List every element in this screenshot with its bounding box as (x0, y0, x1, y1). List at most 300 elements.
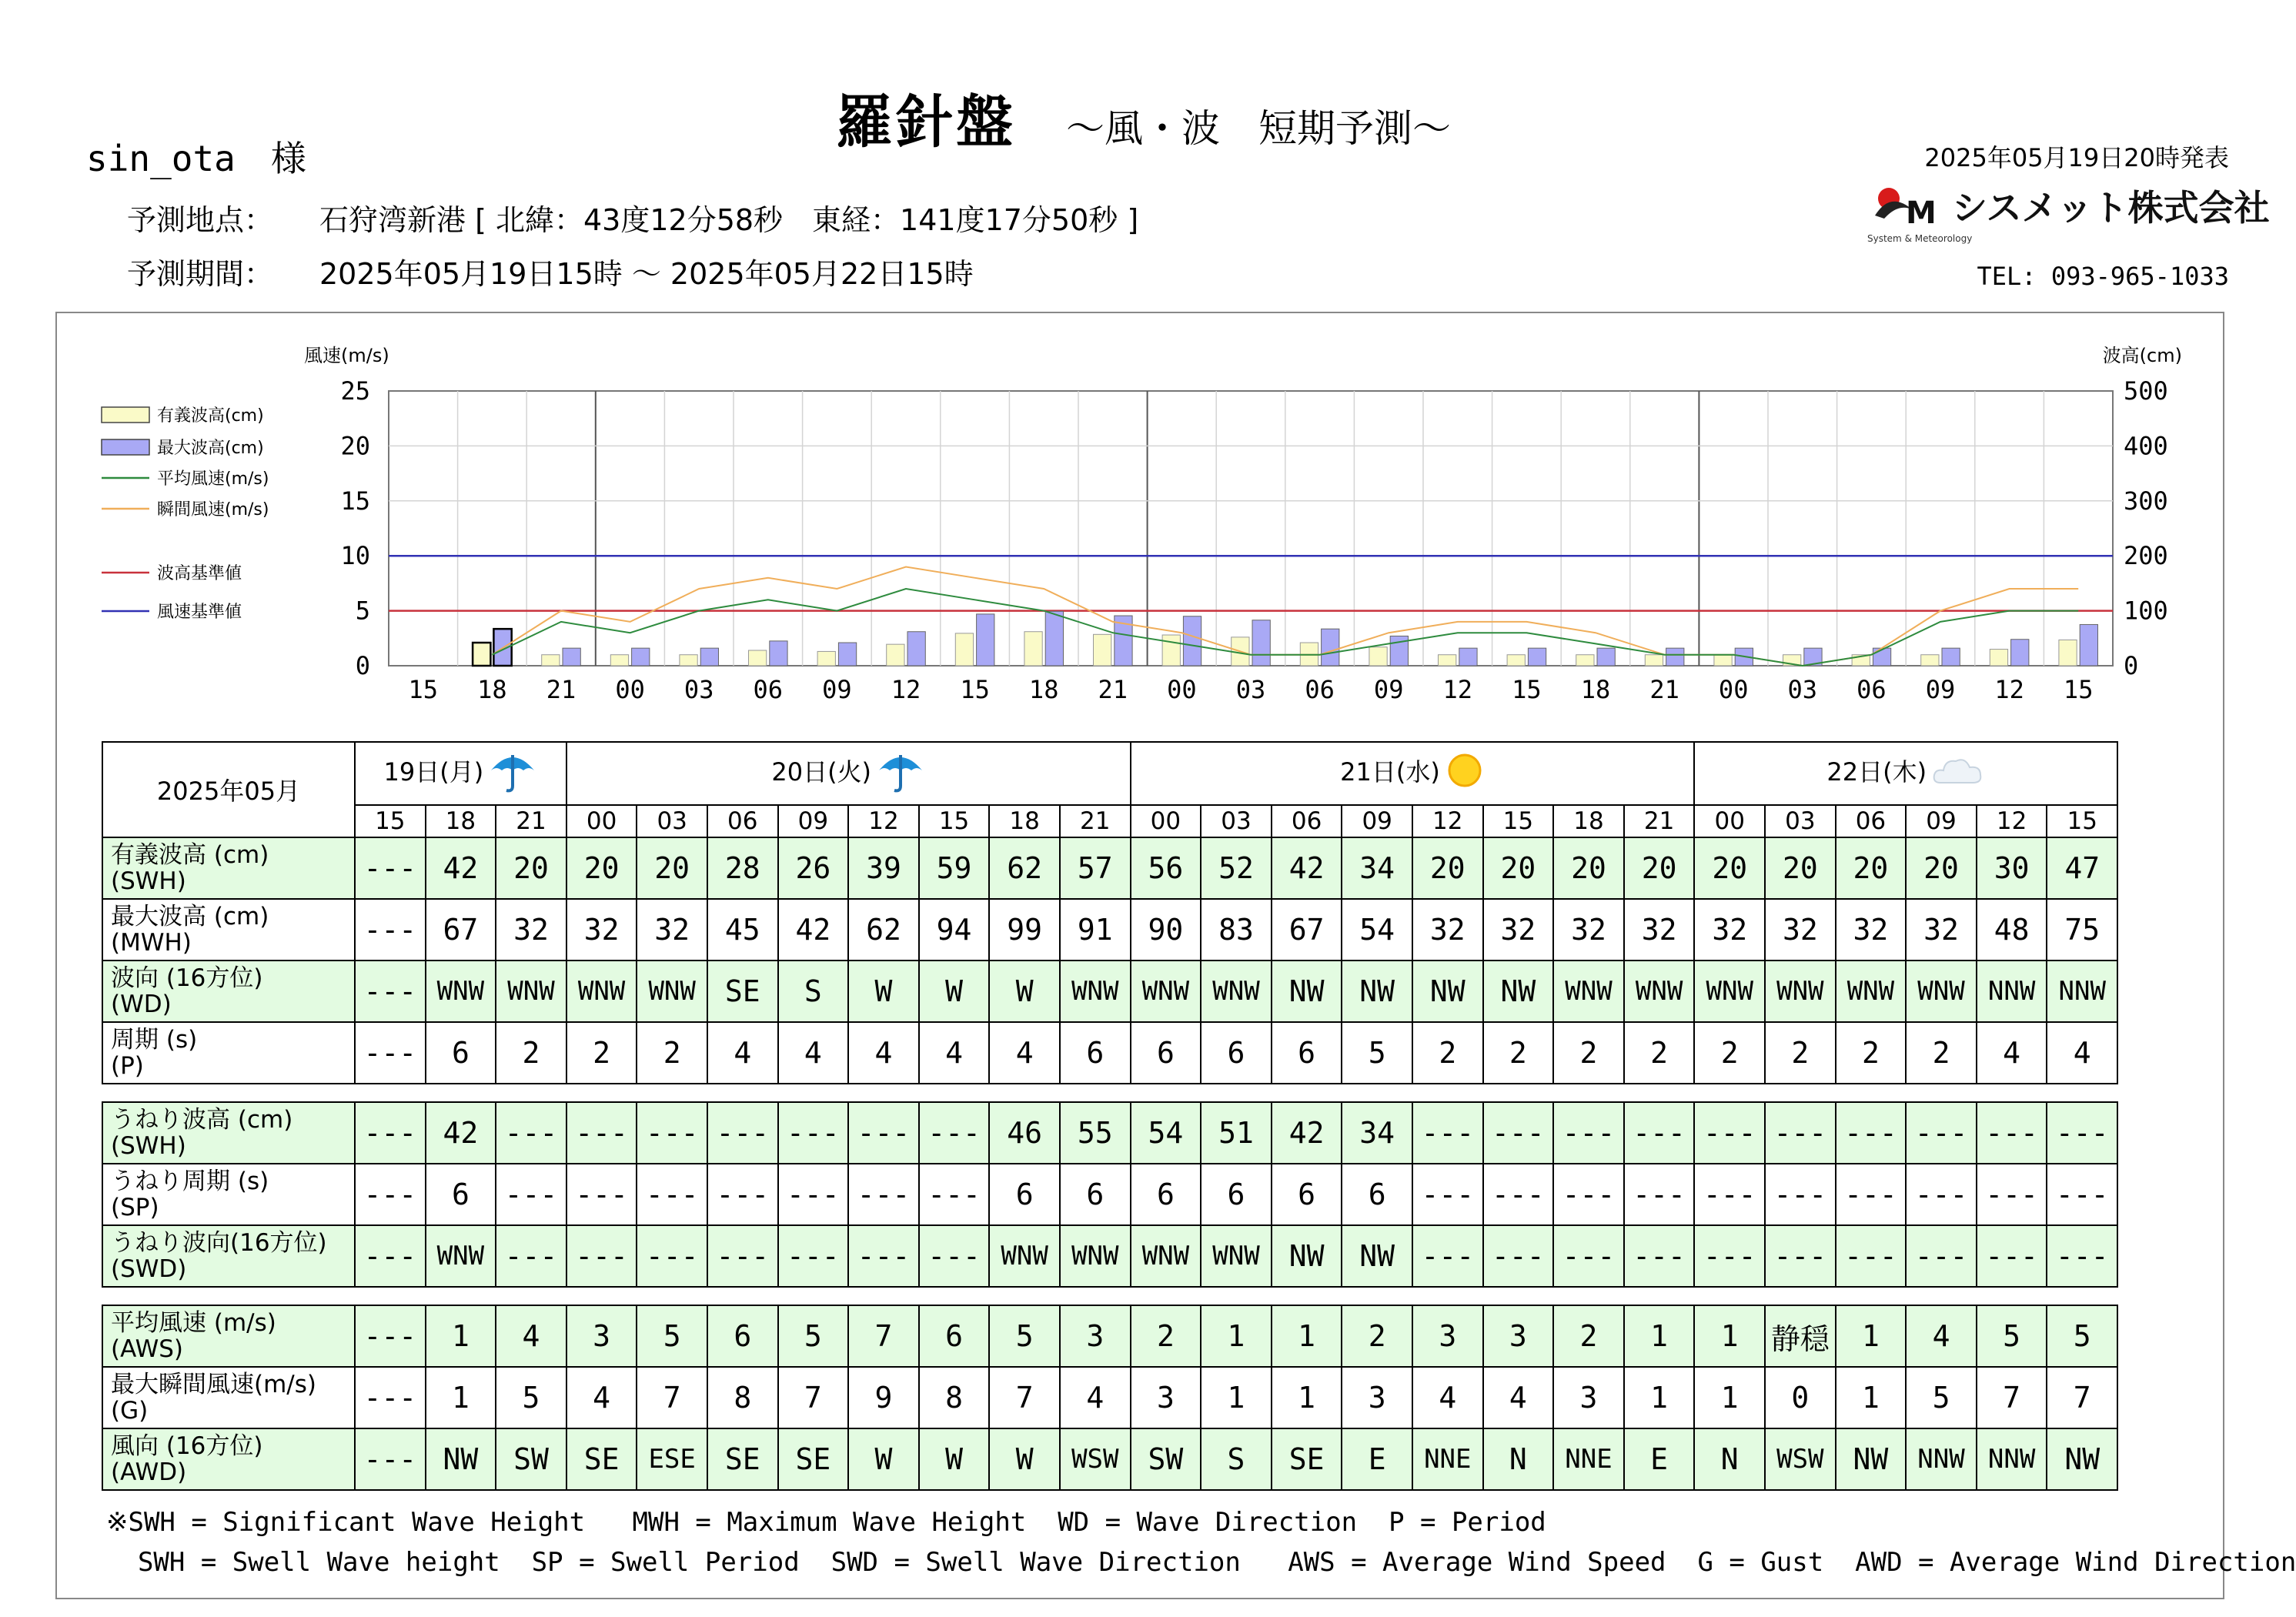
chart-x-tick: 06 (1305, 675, 1335, 704)
value-cell: NW (2047, 1428, 2117, 1490)
value-cell: 6 (1342, 1164, 1412, 1225)
value-cell: 6 (1272, 1022, 1342, 1084)
value-cell: WNW (1906, 961, 1977, 1022)
chart-x-tick: 12 (1442, 675, 1473, 704)
value-cell: E (1342, 1428, 1412, 1490)
value-cell: 9 (848, 1367, 919, 1428)
hour-cell: 12 (1412, 805, 1483, 837)
period-value: 2025年05月19日15時 ～ 2025年05月22日15時 (319, 257, 974, 291)
value-cell: --- (637, 1102, 707, 1164)
value-cell: 20 (1765, 837, 1836, 899)
chart-bar-swh (473, 643, 490, 666)
hour-cell: 09 (778, 805, 849, 837)
chart-left-tick: 5 (355, 596, 370, 626)
value-cell: 3 (1131, 1367, 1201, 1428)
hour-cell: 06 (1836, 805, 1907, 837)
value-cell: 1 (1201, 1305, 1272, 1367)
value-cell: --- (1906, 1164, 1977, 1225)
hour-cell: 00 (1131, 805, 1201, 837)
value-cell: WNW (496, 961, 566, 1022)
chart-bar-swh (1024, 632, 1042, 666)
value-cell: 1 (1201, 1367, 1272, 1428)
value-cell: 32 (566, 899, 637, 961)
value-cell: NW (426, 1428, 496, 1490)
chart-left-axis-label: 風速(m/s) (304, 345, 389, 366)
chart-bar-swh (1439, 655, 1456, 666)
value-cell: 4 (1483, 1367, 1554, 1428)
value-cell: --- (1412, 1102, 1483, 1164)
value-cell: --- (1977, 1164, 2047, 1225)
value-cell: 5 (778, 1305, 849, 1367)
value-cell: --- (1906, 1225, 1977, 1287)
value-cell: 6 (1201, 1022, 1272, 1084)
value-cell: 1 (1272, 1367, 1342, 1428)
day-header (1131, 742, 1695, 805)
row-label: うねり周期 (s) (SP) (102, 1164, 355, 1225)
value-cell: 2 (1624, 1022, 1695, 1084)
chart-bar-mwh (1183, 616, 1201, 666)
umbrella-icon (488, 747, 537, 793)
value-cell: 48 (1977, 899, 2047, 961)
value-cell: 42 (778, 899, 849, 961)
value-cell: 4 (707, 1022, 778, 1084)
value-cell: 2 (1553, 1305, 1624, 1367)
day-header (566, 742, 1131, 805)
value-cell: NNE (1412, 1428, 1483, 1490)
chart-bar-swh (955, 633, 973, 666)
chart-x-tick: 21 (1098, 675, 1128, 704)
value-cell: 静穏 (1765, 1305, 1836, 1367)
chart-x-tick: 09 (1925, 675, 1956, 704)
value-cell: NNW (1906, 1428, 1977, 1490)
value-cell: --- (1765, 1225, 1836, 1287)
value-cell: 45 (707, 899, 778, 961)
chart-bar-mwh (1459, 648, 1477, 666)
value-cell: 83 (1201, 899, 1272, 961)
value-cell: W (848, 961, 919, 1022)
chart-bar-swh (1576, 655, 1594, 666)
notes-line-1: ※SWH = Significant Wave Height MWH = Maximum Wave Height WD = Wave Direction P = Period (106, 1507, 1546, 1538)
value-cell: 5 (1342, 1022, 1412, 1084)
chart-bar-swh (1507, 655, 1525, 666)
hour-cell: 09 (1906, 805, 1977, 837)
table-row (102, 961, 2117, 1022)
value-cell: 7 (2047, 1367, 2117, 1428)
value-cell: --- (1694, 1225, 1765, 1287)
value-cell: 6 (919, 1305, 990, 1367)
value-cell: 5 (989, 1305, 1060, 1367)
chart-left-tick: 20 (340, 431, 370, 461)
value-cell: 54 (1342, 899, 1412, 961)
chart-bar-mwh (838, 643, 856, 666)
value-cell: --- (355, 1102, 426, 1164)
value-cell: 46 (989, 1102, 1060, 1164)
value-cell: 99 (989, 899, 1060, 961)
value-cell: WSW (1060, 1428, 1131, 1490)
value-cell: NW (1342, 1225, 1412, 1287)
chart-bar-swh (1645, 655, 1663, 666)
value-cell: --- (637, 1225, 707, 1287)
value-cell: 34 (1342, 1102, 1412, 1164)
value-cell: 32 (1836, 899, 1907, 961)
logo-company-name: シスメット株式会社 (1952, 187, 2270, 229)
chart-bar-swh (817, 651, 835, 666)
row-label: 周期 (s) (P) (102, 1022, 355, 1084)
hour-cell: 18 (989, 805, 1060, 837)
svg-text:M: M (1906, 195, 1937, 231)
value-cell: 1 (426, 1367, 496, 1428)
value-cell: 2 (1553, 1022, 1624, 1084)
hour-cell: 15 (355, 805, 426, 837)
value-cell: NNE (1553, 1428, 1624, 1490)
chart-bar-mwh (1528, 648, 1546, 666)
value-cell: 2 (496, 1022, 566, 1084)
value-cell: --- (1836, 1225, 1907, 1287)
value-cell: 8 (919, 1367, 990, 1428)
chart-right-tick: 400 (2124, 431, 2168, 461)
value-cell: --- (919, 1164, 990, 1225)
chart-bar-mwh (907, 632, 925, 666)
table-row (102, 1022, 2117, 1084)
value-cell: WNW (1553, 961, 1624, 1022)
chart-legend-label: 平均風速(m/s) (157, 469, 269, 489)
value-cell: --- (355, 961, 426, 1022)
row-label: 最大瞬間風速(m/s) (G) (102, 1367, 355, 1428)
hour-cell: 21 (1624, 805, 1695, 837)
chart-bar-mwh (700, 648, 718, 666)
hour-cell: 06 (1272, 805, 1342, 837)
chart-x-tick: 06 (1857, 675, 1887, 704)
value-cell: 5 (637, 1305, 707, 1367)
value-cell: --- (1694, 1102, 1765, 1164)
value-cell: --- (848, 1225, 919, 1287)
value-cell: 3 (1553, 1367, 1624, 1428)
value-cell: ESE (637, 1428, 707, 1490)
table-hour-row (102, 805, 2117, 837)
chart-x-tick: 03 (1787, 675, 1818, 704)
value-cell: 67 (426, 899, 496, 961)
location-row (127, 196, 1138, 239)
value-cell: 34 (1342, 837, 1412, 899)
chart-bar-mwh (2080, 624, 2097, 666)
value-cell: 4 (848, 1022, 919, 1084)
chart-bar-mwh (632, 648, 650, 666)
forecast-chart (92, 339, 2194, 704)
value-cell: 51 (1201, 1102, 1272, 1164)
value-cell: --- (1624, 1102, 1695, 1164)
chart-x-tick: 15 (960, 675, 990, 704)
logo-company-en: System & Meteorology (1867, 233, 1973, 244)
value-cell: 7 (778, 1367, 849, 1428)
value-cell: NW (1272, 1225, 1342, 1287)
chart-bar-swh (1990, 650, 2007, 666)
value-cell: 4 (1412, 1367, 1483, 1428)
value-cell: --- (1553, 1164, 1624, 1225)
value-cell: WNW (1836, 961, 1907, 1022)
value-cell: 32 (1906, 899, 1977, 961)
value-cell: --- (1694, 1164, 1765, 1225)
value-cell: 1 (1836, 1367, 1907, 1428)
value-cell: SW (496, 1428, 566, 1490)
value-cell: 6 (1060, 1164, 1131, 1225)
value-cell: --- (2047, 1102, 2117, 1164)
value-cell: --- (1483, 1164, 1554, 1225)
hour-cell: 15 (2047, 805, 2117, 837)
value-cell: --- (778, 1164, 849, 1225)
value-cell: 5 (496, 1367, 566, 1428)
value-cell: 6 (426, 1164, 496, 1225)
day-label: 20日(火) (771, 757, 872, 787)
value-cell: 47 (2047, 837, 2117, 899)
value-cell: 6 (1060, 1022, 1131, 1084)
chart-bar-swh (1369, 647, 1387, 666)
chart-legend-swatch (102, 407, 149, 423)
value-cell: 4 (496, 1305, 566, 1367)
location-label: 予測地点： (127, 203, 274, 237)
hour-cell: 21 (496, 805, 566, 837)
value-cell: --- (637, 1164, 707, 1225)
value-cell: 5 (2047, 1305, 2117, 1367)
chart-x-tick: 18 (1580, 675, 1611, 704)
value-cell: --- (2047, 1164, 2117, 1225)
row-label: 波向 (16方位) (WD) (102, 961, 355, 1022)
value-cell: 32 (1694, 899, 1765, 961)
value-cell: 4 (778, 1022, 849, 1084)
value-cell: N (1483, 1428, 1554, 1490)
value-cell: NW (1412, 961, 1483, 1022)
value-cell: --- (1483, 1225, 1554, 1287)
company-tel: TEL: 093-965-1033 (1977, 262, 2229, 291)
value-cell: 26 (778, 837, 849, 899)
hour-cell: 03 (637, 805, 707, 837)
value-cell: WNW (566, 961, 637, 1022)
value-cell: --- (778, 1225, 849, 1287)
value-cell: 62 (989, 837, 1060, 899)
chart-bar-mwh (563, 648, 580, 666)
value-cell: 1 (1624, 1367, 1695, 1428)
value-cell: 4 (1906, 1305, 1977, 1367)
value-cell: 7 (1977, 1367, 2047, 1428)
chart-x-tick: 03 (1235, 675, 1266, 704)
value-cell: 4 (566, 1367, 637, 1428)
chart-bar-mwh (1942, 648, 1960, 666)
hour-cell: 03 (1201, 805, 1272, 837)
row-label: うねり波高 (cm) (SWH) (102, 1102, 355, 1164)
value-cell: 4 (989, 1022, 1060, 1084)
value-cell: 59 (919, 837, 990, 899)
value-cell: W (989, 961, 1060, 1022)
value-cell: 5 (1906, 1367, 1977, 1428)
period-row (127, 250, 974, 292)
umbrella-icon (876, 747, 925, 793)
cloud-icon (1931, 752, 1985, 789)
value-cell: WNW (637, 961, 707, 1022)
hour-cell: 15 (919, 805, 990, 837)
hour-cell: 12 (848, 805, 919, 837)
value-cell: WNW (1131, 1225, 1201, 1287)
value-cell: 90 (1131, 899, 1201, 961)
hour-cell: 18 (426, 805, 496, 837)
chart-x-tick: 18 (477, 675, 507, 704)
chart-legend-label: 有義波高(cm) (157, 406, 264, 426)
value-cell: 42 (426, 837, 496, 899)
value-cell: WNW (1694, 961, 1765, 1022)
forecast-table (102, 741, 2118, 1491)
title-main: 羅針盤 (835, 89, 1016, 155)
value-cell: --- (2047, 1225, 2117, 1287)
row-label: 風向 (16方位) (AWD) (102, 1428, 355, 1490)
value-cell: --- (496, 1225, 566, 1287)
value-cell: --- (1836, 1102, 1907, 1164)
chart-bar-swh (887, 644, 904, 666)
value-cell: --- (1412, 1225, 1483, 1287)
chart-left-tick: 0 (355, 651, 370, 680)
value-cell: S (778, 961, 849, 1022)
chart-bar-mwh (1322, 629, 1339, 666)
value-cell: WNW (1624, 961, 1695, 1022)
value-cell: NW (1836, 1428, 1907, 1490)
value-cell: 3 (1342, 1367, 1412, 1428)
value-cell: --- (1906, 1102, 1977, 1164)
location-value: 石狩湾新港 [ 北緯：43度12分58秒 東経：141度17分50秒 ] (319, 203, 1139, 237)
value-cell: --- (919, 1225, 990, 1287)
value-cell: 20 (1694, 837, 1765, 899)
chart-bar-swh (2059, 640, 2077, 666)
value-cell: 3 (566, 1305, 637, 1367)
value-cell: 4 (1060, 1367, 1131, 1428)
value-cell: --- (355, 1225, 426, 1287)
day-header (355, 742, 566, 805)
chart-x-tick: 18 (1028, 675, 1059, 704)
value-cell: --- (1765, 1102, 1836, 1164)
value-cell: 20 (1553, 837, 1624, 899)
value-cell: 6 (1201, 1164, 1272, 1225)
value-cell: --- (1483, 1102, 1554, 1164)
table-row (102, 1164, 2117, 1225)
hour-cell: 21 (1060, 805, 1131, 837)
chart-x-tick: 00 (1167, 675, 1197, 704)
value-cell: --- (919, 1102, 990, 1164)
value-cell: --- (496, 1102, 566, 1164)
value-cell: --- (566, 1102, 637, 1164)
title-subtitle: ～風・波 短期予測～ (1066, 106, 1452, 151)
chart-x-tick: 09 (822, 675, 852, 704)
value-cell: 7 (637, 1367, 707, 1428)
chart-right-tick: 200 (2124, 541, 2168, 571)
issued-datetime: 2025年05月19日20時発表 (1924, 143, 2229, 172)
value-cell: SW (1131, 1428, 1201, 1490)
table-row (102, 1102, 2117, 1164)
chart-bar-mwh (1252, 620, 1270, 666)
value-cell: W (848, 1428, 919, 1490)
value-cell: 1 (1624, 1305, 1695, 1367)
value-cell: 3 (1060, 1305, 1131, 1367)
chart-legend-swatch (102, 439, 149, 455)
value-cell: 2 (1412, 1022, 1483, 1084)
chart-bar-swh (749, 650, 767, 666)
day-label: 22日(木) (1826, 757, 1927, 787)
value-cell: 6 (426, 1022, 496, 1084)
chart-x-tick: 00 (1718, 675, 1749, 704)
value-cell: 8 (707, 1367, 778, 1428)
value-cell: NW (1272, 961, 1342, 1022)
value-cell: --- (1553, 1102, 1624, 1164)
chart-left-tick: 15 (340, 486, 370, 516)
value-cell: 1 (426, 1305, 496, 1367)
year-month: 2025年05月 (102, 742, 355, 837)
value-cell: WNW (1765, 961, 1836, 1022)
value-cell: 20 (566, 837, 637, 899)
chart-right-tick: 100 (2124, 596, 2168, 626)
value-cell: SE (707, 961, 778, 1022)
value-cell: --- (707, 1102, 778, 1164)
value-cell: --- (355, 899, 426, 961)
value-cell: --- (355, 1428, 426, 1490)
hour-cell: 18 (1553, 805, 1624, 837)
value-cell: 32 (1624, 899, 1695, 961)
value-cell: 91 (1060, 899, 1131, 961)
value-cell: WNW (1201, 961, 1272, 1022)
value-cell: 2 (1694, 1022, 1765, 1084)
chart-legend-label: 最大波高(cm) (157, 439, 264, 458)
chart-x-tick: 12 (1994, 675, 2024, 704)
chart-x-tick: 15 (408, 675, 439, 704)
value-cell: 2 (1765, 1022, 1836, 1084)
chart-bar-swh (680, 655, 697, 666)
chart-bar-swh (610, 655, 628, 666)
table-row (102, 1225, 2117, 1287)
table-row (102, 1428, 2117, 1490)
value-cell: WNW (1201, 1225, 1272, 1287)
day-label: 21日(水) (1340, 757, 1440, 787)
value-cell: 39 (848, 837, 919, 899)
value-cell: 1 (1272, 1305, 1342, 1367)
value-cell: WNW (1060, 1225, 1131, 1287)
value-cell: SE (778, 1428, 849, 1490)
value-cell: --- (1553, 1225, 1624, 1287)
table-row (102, 899, 2117, 961)
chart-x-tick: 15 (2063, 675, 2094, 704)
value-cell: --- (566, 1225, 637, 1287)
value-cell: W (989, 1428, 1060, 1490)
customer-name: sin_ota 様 (86, 138, 306, 179)
value-cell: 62 (848, 899, 919, 961)
value-cell: 6 (1131, 1164, 1201, 1225)
value-cell: 7 (848, 1305, 919, 1367)
value-cell: 32 (637, 899, 707, 961)
chart-bar-mwh (977, 614, 994, 666)
value-cell: --- (1836, 1164, 1907, 1225)
chart-bar-mwh (1597, 648, 1615, 666)
value-cell: WNW (1131, 961, 1201, 1022)
value-cell: 32 (1412, 899, 1483, 961)
sun-icon (1445, 750, 1485, 790)
chart-legend-label: 瞬間風速(m/s) (157, 500, 269, 520)
value-cell: 1 (1694, 1367, 1765, 1428)
day-header (1694, 742, 2117, 805)
value-cell: 94 (919, 899, 990, 961)
value-cell: 32 (1765, 899, 1836, 961)
value-cell: NNW (2047, 961, 2117, 1022)
value-cell: 42 (1272, 837, 1342, 899)
value-cell: --- (707, 1225, 778, 1287)
hour-cell: 15 (1483, 805, 1554, 837)
value-cell: 2 (1906, 1022, 1977, 1084)
logo-mark-icon (1867, 175, 2270, 245)
row-label: 最大波高 (cm) (MWH) (102, 899, 355, 961)
value-cell: 55 (1060, 1102, 1131, 1164)
value-cell: 57 (1060, 837, 1131, 899)
